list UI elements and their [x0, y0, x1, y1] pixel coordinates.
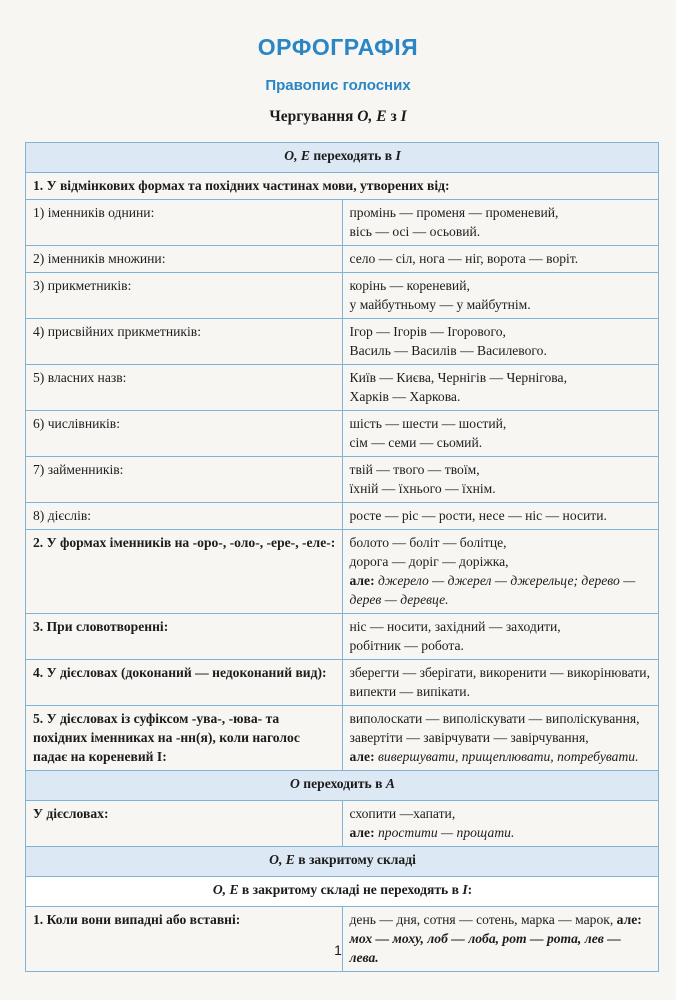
section-header-row — [26, 173, 659, 200]
band-letters: О, Е — [269, 852, 295, 867]
example-line: схопити —хапати, — [349, 806, 456, 821]
band-text: переходить в — [299, 776, 386, 791]
band-closed-syllable — [26, 847, 659, 877]
example-line: сім — семи — сьомий. — [349, 435, 483, 450]
rule-cell: 4. У дієсловах (доконаний — недоконаний вид): — [26, 660, 343, 706]
band-text: в закритому складі — [294, 852, 416, 867]
exception-examples: простити — прощати. — [374, 825, 515, 840]
example-cell — [342, 530, 659, 614]
rule-cell: 1) іменників однини: — [26, 200, 343, 246]
example-cell — [342, 457, 659, 503]
section-subtitle: Правопис голосних — [265, 77, 411, 94]
heading-text: Чергування — [269, 108, 358, 125]
band-letter: О — [290, 776, 300, 791]
example-line: болото — боліт — болітце, — [349, 535, 507, 550]
example-cell — [342, 907, 659, 972]
exception-label: але: — [349, 573, 375, 588]
rule-cell: 2) іменників множини: — [26, 246, 343, 273]
rule-cell: 5) власних назв: — [26, 365, 343, 411]
band-text: переходять в — [309, 148, 396, 163]
table-row — [26, 246, 659, 273]
table-row — [26, 660, 659, 706]
band-row — [26, 771, 659, 801]
example-line: виполоскати — виполіскувати — виполіскування, — [349, 711, 640, 726]
example-cell — [342, 365, 659, 411]
example-cell — [342, 200, 659, 246]
rule-cell: 6) числівників: — [26, 411, 343, 457]
table-row — [26, 319, 659, 365]
rule-cell: У дієсловах: — [26, 801, 343, 847]
example-line: дорога — доріг — доріжка, — [349, 554, 509, 569]
exception-label: але: — [616, 912, 642, 927]
example-line: Харків — Харкова. — [349, 389, 461, 404]
heading-letters: О, Е — [357, 108, 387, 125]
example-line: вісь — осі — осьовий. — [349, 224, 481, 239]
exception-examples: джерело — джерел — джерельце; дерево — дерев — деревце. — [349, 573, 636, 607]
rule-cell: 1. Коли вони випадні або вставні: — [26, 907, 343, 972]
exception-examples: мох — моху, лоб — лоба, рот — рота, лев — лева. — [349, 931, 621, 965]
heading-letter: І — [400, 108, 407, 125]
table-row — [26, 614, 659, 660]
example-line: Київ — Києва, Чернігів — Чернігова, — [349, 370, 567, 385]
example-line: зберегти — зберігати, викоренити — викорінювати, випекти — випікати. — [349, 665, 650, 699]
table-row — [26, 503, 659, 530]
band-letters: О, Е — [284, 148, 310, 163]
example-cell — [342, 273, 659, 319]
exception-label: але: — [349, 825, 375, 840]
spelling-rules-table — [25, 142, 659, 972]
page-title: ОРФОГРАФІЯ — [257, 34, 419, 60]
table-row — [26, 273, 659, 319]
table-row — [26, 200, 659, 246]
rule-cell: 3) прикметників: — [26, 273, 343, 319]
band-text: в закритому складі не переходять в — [238, 882, 463, 897]
example-cell — [342, 411, 659, 457]
example-cell — [342, 801, 659, 847]
table-row — [26, 411, 659, 457]
example-cell — [342, 319, 659, 365]
example-cell — [342, 660, 659, 706]
band-letter: І — [395, 148, 401, 163]
example-cell — [342, 706, 659, 771]
band-row — [26, 143, 659, 173]
band-letters: О, Е — [212, 882, 239, 897]
example-line: завертіти — завірчувати — завірчування, — [349, 730, 589, 745]
heading-text-mid: з — [386, 108, 401, 125]
example-line: Василь — Василів — Василевого. — [349, 343, 547, 358]
example-line: Ігор — Ігорів — Ігорового, — [349, 324, 506, 339]
section1-header: 1. У відмінкових формах та похідних частинах мови, утворених від: — [26, 173, 659, 200]
band-letter: І — [462, 882, 468, 897]
example-cell — [342, 246, 659, 273]
band-not-to-i — [26, 877, 659, 907]
rule-cell: 3. При словотворенні: — [26, 614, 343, 660]
rule-cell: 5. У дієсловах із суфіксом -ува-, -юва- та похідних іменниках на -нн(я), коли наголос падає на кореневий І: — [26, 706, 343, 771]
band-o-to-a — [26, 771, 659, 801]
example-line: шість — шести — шостий, — [349, 416, 507, 431]
rule-cell: 8) дієслів: — [26, 503, 343, 530]
table-row — [26, 801, 659, 847]
table-row — [26, 457, 659, 503]
band-colon: : — [467, 882, 473, 897]
table-row — [26, 530, 659, 614]
table-row — [26, 706, 659, 771]
page-number: 1 — [334, 942, 342, 958]
example-line: село — сіл, нога — ніг, ворота — воріт. — [349, 251, 579, 266]
rule-cell: 2. У формах іменників на -оро-, -оло-, -ере-, -еле-: — [26, 530, 343, 614]
example-line: їхній — їхнього — їхнім. — [349, 481, 496, 496]
band-o-e-to-i — [26, 143, 659, 173]
band-row — [26, 877, 659, 907]
rule-cell: 7) займенників: — [26, 457, 343, 503]
example-line: промінь — променя — променевий, — [349, 205, 559, 220]
example-line: у майбутньому — у майбутнім. — [349, 297, 531, 312]
example-line: робітник — робота. — [349, 638, 464, 653]
band-letter: А — [385, 776, 395, 791]
table-row — [26, 907, 659, 972]
example-text: день — дня, сотня — сотень, марка — марок, — [349, 912, 617, 927]
example-line: росте — ріс — рости, несе — ніс — носити. — [349, 508, 607, 523]
example-line: ніс — носити, західний — заходити, — [349, 619, 561, 634]
example-line: корінь — кореневий, — [349, 278, 470, 293]
table-row — [26, 365, 659, 411]
rule-cell: 4) присвійних прикметників: — [26, 319, 343, 365]
example-cell — [342, 614, 659, 660]
exception-examples: вивершувати, прищеплювати, потребувати. — [374, 749, 639, 764]
example-cell — [342, 503, 659, 530]
band-row — [26, 847, 659, 877]
example-line: твій — твого — твоїм, — [349, 462, 480, 477]
table-heading — [0, 108, 676, 126]
exception-label: але: — [349, 749, 375, 764]
